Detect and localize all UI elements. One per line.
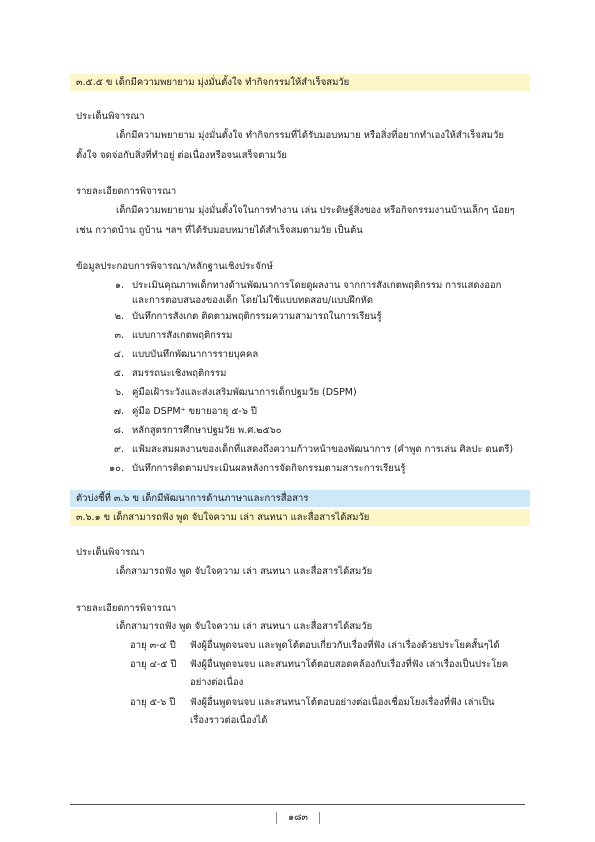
list-item: คู่มือเฝ้าระวังและส่งเสริมพัฒนาการเด็กปฐมวัย (DSPM): [132, 387, 357, 398]
list-number: ๒.: [114, 311, 124, 322]
paragraph-line: เด็กมีความพยายาม มุ่งมั่นตั้งใจในการทำงาน เล่น ประดิษฐ์สิ่งของ หรือกิจกรรมงานบ้านเล็กๆ น้อยๆ: [116, 205, 515, 216]
age-label: อายุ ๓-๔ ปี: [130, 640, 176, 651]
list-item: ประเมินคุณภาพเด็กทางด้านพัฒนาการโดยดูผลงาน จากการสังเกตพฤติกรรม การแสดงออก: [132, 280, 502, 291]
list-number: ๓.: [114, 330, 124, 341]
list-item: หลักสูตรการศึกษาปฐมวัย พ.ศ.๒๕๖๐: [132, 425, 282, 436]
list-number: ๘.: [113, 425, 124, 436]
list-number: ๕.: [113, 368, 124, 379]
list-item: แฟ้มสะสมผลงานของเด็กที่แสดงถึงความก้าวหน้าของพัฒนาการ (คำพูด การเล่น ศิลปะ ดนตรี): [132, 444, 514, 455]
age-description: ฟังผู้อื่นพูดจนจบ และสนทนาโต้ตอบสอดคล้องกับเรื่องที่ฟัง เล่าเรื่องเป็นประโยค: [190, 659, 509, 670]
age-description: ฟังผู้อื่นพูดจนจบ และพูดโต้ตอบเกี่ยวกับเรื่องที่ฟัง เล่าเรื่องด้วยประโยคสั้นๆได้: [190, 640, 500, 651]
list-item: บันทึกการติดตามประเมินผลหลังการจัดกิจกรรมตามสาระการเรียนรู้: [132, 463, 406, 474]
section-subheading: รายละเอียดการพิจารณา: [76, 603, 177, 614]
paragraph-line: เด็กสามารถฟัง พูด จับใจความ เล่า สนทนา และสื่อสารได้สมวัย: [116, 566, 373, 577]
paragraph-line: ตั้งใจ จดจ่อกับสิ่งที่ทำอยู่ ต่อเนื่องหรือจนเสร็จตามวัย: [76, 150, 287, 161]
paragraph-line: เช่น กวาดบ้าน ถูบ้าน ฯลฯ ที่ได้รับมอบหมายได้สำเร็จสมตามวัย เป็นต้น: [76, 225, 363, 236]
age-description-continuation: เรื่องราวต่อเนื่องได้: [190, 715, 268, 726]
list-item: บันทึกการสังเกต ติดตามพฤติกรรมความสามารถในการเรียนรู้: [132, 311, 382, 322]
paragraph-line: เด็กสามารถฟัง พูด จับใจความ เล่า สนทนา และสื่อสารได้สมวัย: [116, 621, 373, 632]
footer-divider: [70, 804, 525, 805]
list-number: ๗.: [113, 406, 124, 417]
list-item: สมรรถนะเชิงพฤติกรรม: [132, 368, 227, 379]
list-item: คู่มือ DSPM⁺ ขยายอายุ ๕-๖ ปี: [132, 406, 257, 417]
age-label: อายุ ๔-๕ ปี: [130, 659, 177, 670]
section-heading-3-6-1: ๓.๖.๑ ข เด็กสามารถฟัง พูด จับใจความ เล่า สนทนา และสื่อสารได้สมวัย: [70, 509, 530, 526]
list-number: ๑๐.: [109, 463, 124, 474]
list-item: แบบบันทึกพัฒนาการรายบุคคล: [132, 349, 259, 360]
list-number: ๔.: [113, 349, 124, 360]
list-number: ๑.: [114, 280, 124, 291]
age-description: ฟังผู้อื่นพูดจนจบ และสนทนาโต้ตอบอย่างต่อเนื่องเชื่อมโยงเรื่องที่ฟัง เล่าเป็น: [190, 697, 495, 708]
list-item-continuation: และการตอบสนองของเด็ก โดยไม่ใช้แบบทดสอบ/แบบฝึกหัด: [132, 295, 374, 306]
list-number: ๙.: [114, 444, 124, 455]
list-number: ๖.: [114, 387, 124, 398]
age-description-continuation: อย่างต่อเนื่อง: [190, 677, 244, 688]
section-subheading: รายละเอียดการพิจารณา: [76, 186, 177, 197]
section-heading-3-5-5: ๓.๕.๕ ข เด็กมีความพยายาม มุ่งมั่นตั้งใจ ทำกิจกรรมให้สำเร็จสมวัย: [70, 74, 530, 91]
age-label: อายุ ๕-๖ ปี: [130, 697, 176, 708]
section-subheading: ข้อมูลประกอบการพิจารณา/หลักฐานเชิงประจักษ์: [76, 261, 273, 272]
paragraph-line: เด็กมีความพยายาม มุ่งมั่นตั้งใจ ทำกิจกรรมที่ได้รับมอบหมาย หรือสิ่งที่อยากทำเองให้สำเร็จสมวัย: [116, 130, 504, 141]
section-subheading: ประเด็นพิจารณา: [76, 547, 145, 558]
section-subheading: ประเด็นพิจารณา: [76, 111, 145, 122]
list-item: แบบการสังเกตพฤติกรรม: [132, 330, 233, 341]
page-number: ๑๘๓: [276, 812, 320, 824]
indicator-heading-3-6: ตัวบ่งชี้ที่ ๓.๖ ข เด็กมีพัฒนาการด้านภาษาและการสื่อสาร: [70, 490, 530, 507]
